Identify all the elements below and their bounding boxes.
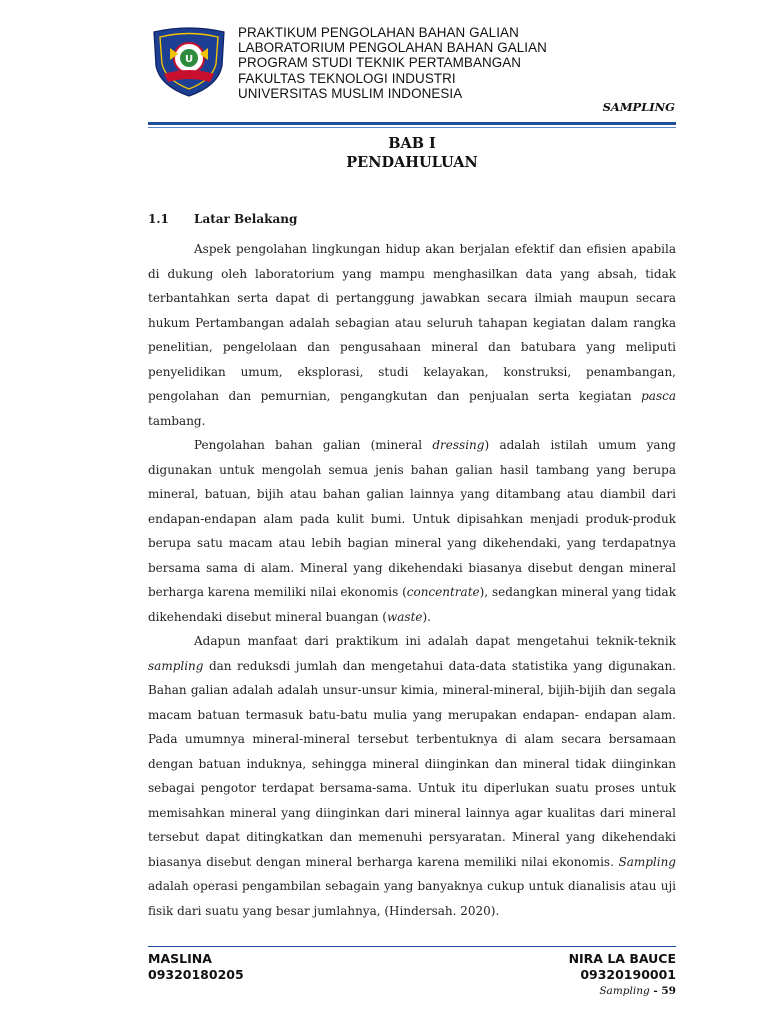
footer-left-name: MASLINA (148, 951, 212, 966)
letterhead-line: PRAKTIKUM PENGOLAHAN BAHAN GALIAN (238, 25, 519, 40)
header-subject: SAMPLING (602, 100, 675, 114)
text-run: adalah operasi pengambilan sebagain yang banyaknya cukup untuk dianalisis atau uji fisik dari suatu yang besar jumlahnya, (Hindersah. 2020). (148, 879, 676, 918)
footer-right-id: 09320190001 (580, 967, 676, 982)
paragraph (148, 237, 676, 433)
italic-term: waste (386, 609, 423, 624)
section-heading (148, 212, 297, 226)
letterhead-line: LABORATORIUM PENGOLAHAN BAHAN GALIAN (238, 40, 547, 56)
page-separator: - (649, 985, 662, 997)
page-label: Sampling (599, 985, 650, 997)
text-run: tambang. (148, 413, 206, 428)
paragraph (148, 629, 676, 923)
letterhead-line: UNIVERSITAS MUSLIM INDONESIA (238, 85, 463, 101)
italic-term: pasca (641, 389, 676, 403)
page-number-value: 59 (661, 985, 676, 997)
letterhead-line: PROGRAM STUDI TEKNIK PERTAMBANGAN (238, 55, 522, 71)
italic-term: dressing (432, 438, 485, 452)
text-run: Adapun manfaat dari praktikum ini adalah dapat mengetahui teknik-teknik (194, 634, 676, 648)
letterhead (238, 25, 547, 101)
section-title: Latar Belakang (194, 212, 298, 226)
text-run: dan reduksdi jumlah dan mengetahui data-data statistika yang digunakan. Bahan galian adalah adalah unsur-unsur kimia, mineral-mineral, bijih-bijih dan segala macam batuan termasuk batu-batu mulia yang merupakan endapan- endapan alam. Pada umumnya mineral-mineral tersebut terbentuknya di alam secara bersamaan dengan batuan induknya, sehingga mineral diinginkan dan mineral tidak diinginkan sebagai pengotor terdapat bersama-sama. Untuk itu diperlukan suatu proses untuk memisahkan mineral yang diinginkan dari mineral lainnya agar kualitas dari mineral tersebut dapat ditingkatkan dan memenuhi persyaratan. Mineral yang dikehendaki biasanya disebut dengan mineral berharga karena memiliki nilai ekonomis. (148, 658, 676, 869)
header-rule-thin (148, 127, 676, 128)
text-run: ). (422, 609, 431, 624)
italic-term: sampling (148, 658, 204, 673)
letterhead-line: FAKULTAS TEKNOLOGI INDUSTRI (238, 70, 456, 86)
text-run: Aspek pengolahan lingkungan hidup akan berjalan efektif dan efisien apabila di dukung oleh laboratorium yang mampu menghasilkan data yang absah, tidak terbantahkan serta dapat di pertanggung jawabkan secara ilmiah maupun secara hukum Pertambangan adalah sebagian atau seluruh tahapan kegiatan dalam rangka penelitian, pengelolaan dan pengusahaan mineral dan batubara yang meliputi penyelidikan umum, eksplorasi, studi kelayakan, konstruksi, penambangan, pengolahan dan pemurnian, pengangkutan dan penjualan serta kegiatan (148, 242, 676, 403)
italic-term: Sampling (618, 854, 676, 869)
footer-rule (148, 946, 676, 947)
university-shield-logo (150, 26, 228, 98)
chapter-title: PENDAHULUAN (346, 154, 478, 171)
header-rule (148, 122, 676, 125)
italic-term: concentrate (406, 585, 480, 599)
section-number: 1.1 (148, 212, 169, 226)
chapter-number: BAB I (388, 135, 436, 152)
paragraph (148, 433, 676, 629)
text-run: ), sedangkan mineral yang tidak dikehendaki disebut mineral buangan ( (148, 585, 676, 624)
footer-right-name: NIRA LA BAUCE (568, 951, 676, 966)
body-text (148, 237, 676, 923)
page-number (599, 985, 676, 997)
text-run: Pengolahan bahan galian (mineral (194, 438, 433, 452)
footer-left-id: 09320180205 (148, 967, 244, 982)
svg-text:U: U (184, 54, 194, 65)
text-run: ) adalah istilah umum yang digunakan untuk mengolah semua jenis bahan galian hasil tambang yang berupa mineral, batuan, bijih atau bahan galian lainnya yang ditambang atau diambil dari endapan-endapan alam pada kulit bumi. Untuk dipisahkan menjadi produk-produk berupa satu macam atau lebih bagian mineral yang dikehendaki, yang terdapatnya bersama sama di alam. Mineral yang dikehendaki biasanya disebut dengan mineral berharga karena memiliki nilai ekonomis ( (148, 438, 676, 599)
